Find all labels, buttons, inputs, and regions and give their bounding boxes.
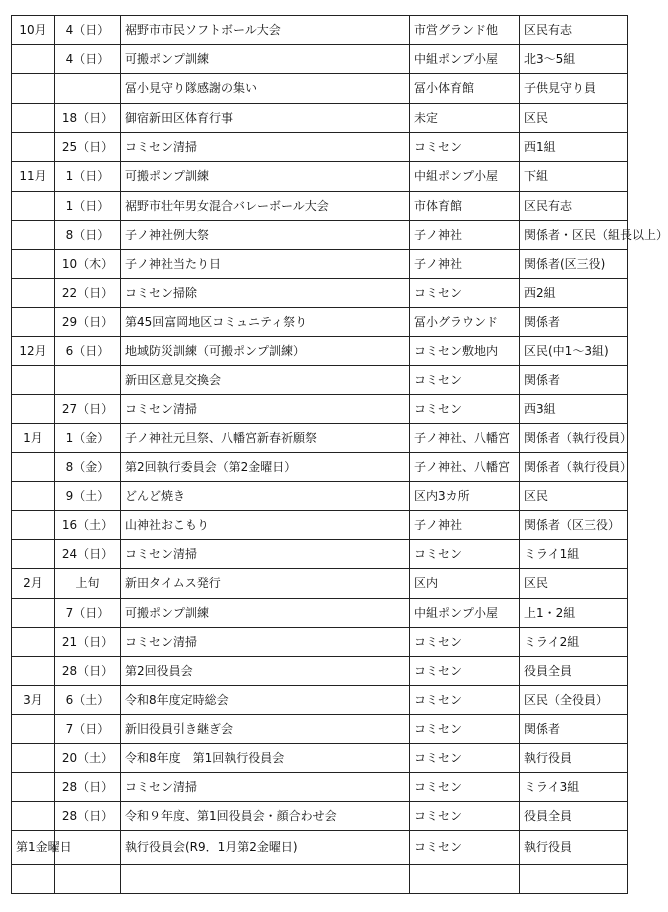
event-cell: 令和９年度、第1回役員会・顔合わせ会 (121, 802, 410, 831)
participants-cell: 区民（全役員） (520, 686, 628, 715)
table-row (12, 424, 628, 453)
place-cell: コミセン (410, 366, 520, 395)
month-cell (12, 133, 55, 162)
event-cell: 子ノ神社元旦祭、八幡宮新春祈願祭 (121, 424, 410, 453)
participants-cell: 区民有志 (520, 16, 628, 45)
event-cell: コミセン清掃 (121, 773, 410, 802)
place-cell: 子ノ神社、八幡宮 (410, 424, 520, 453)
day-cell: 8（金） (55, 453, 121, 482)
day-cell: 24（日） (55, 540, 121, 569)
table-row (12, 162, 628, 192)
place-cell: コミセン (410, 715, 520, 744)
place-cell: 冨小体育館 (410, 74, 520, 104)
month-cell (12, 773, 55, 802)
place-cell: 子ノ神社 (410, 250, 520, 279)
month-cell: 2月 (12, 569, 55, 599)
table-row (12, 657, 628, 686)
place-cell: 中組ポンプ小屋 (410, 599, 520, 628)
participants-cell: 関係者（執行役員） (520, 453, 628, 482)
day-cell: 18（日） (55, 104, 121, 133)
event-cell: 地域防災訓練（可搬ポンプ訓練） (121, 337, 410, 366)
event-cell: 可搬ポンプ訓練 (121, 45, 410, 74)
event-cell: 可搬ポンプ訓練 (121, 162, 410, 192)
event-cell: 子ノ神社例大祭 (121, 221, 410, 250)
day-cell: 25（日） (55, 133, 121, 162)
participants-cell: 区民 (520, 569, 628, 599)
participants-cell: 執行役員 (520, 831, 628, 865)
table-row (12, 221, 628, 250)
place-cell (410, 865, 520, 894)
participants-cell: ミライ1組 (520, 540, 628, 569)
participants-cell: 関係者 (520, 715, 628, 744)
month-cell (12, 250, 55, 279)
table-row (12, 16, 628, 45)
table-row (12, 744, 628, 773)
table-row (12, 686, 628, 715)
table-row (12, 250, 628, 279)
day-cell: 7（日） (55, 599, 121, 628)
event-cell: 新田タイムス発行 (121, 569, 410, 599)
participants-cell: 関係者 (520, 366, 628, 395)
month-cell: 10月 (12, 16, 55, 45)
place-cell: 区内 (410, 569, 520, 599)
table-row (12, 773, 628, 802)
event-cell: 裾野市市民ソフトボール大会 (121, 16, 410, 45)
place-cell: コミセン (410, 540, 520, 569)
month-cell (12, 453, 55, 482)
place-cell: 中組ポンプ小屋 (410, 45, 520, 74)
day-cell: 9（土） (55, 482, 121, 511)
event-cell: コミセン清掃 (121, 628, 410, 657)
schedule-table (11, 15, 668, 894)
participants-cell: 上1・2組 (520, 599, 628, 628)
day-cell: 28（日） (55, 657, 121, 686)
place-cell: コミセン (410, 744, 520, 773)
month-cell (12, 540, 55, 569)
table-row (12, 366, 628, 395)
day-cell: 1（日） (55, 162, 121, 192)
participants-cell: 区民 (520, 104, 628, 133)
day-cell: 6（土） (55, 686, 121, 715)
table-row (12, 45, 628, 74)
participants-cell: ミライ3組 (520, 773, 628, 802)
place-cell: コミセン (410, 802, 520, 831)
month-cell (12, 657, 55, 686)
table-row (12, 337, 628, 366)
participants-cell: 関係者（執行役員） (520, 424, 628, 453)
participants-cell: 区民有志 (520, 192, 628, 221)
event-cell: 冨小見守り隊感謝の集い (121, 74, 410, 104)
month-cell (12, 395, 55, 424)
month-cell (12, 715, 55, 744)
table-row (12, 104, 628, 133)
place-cell: 子ノ神社、八幡宮 (410, 453, 520, 482)
month-cell (12, 511, 55, 540)
table-row (12, 715, 628, 744)
event-cell: 第2回執行委員会（第2金曜日） (121, 453, 410, 482)
month-cell (12, 45, 55, 74)
table-row (12, 133, 628, 162)
participants-cell: 西3組 (520, 395, 628, 424)
month-cell (12, 308, 55, 337)
place-cell: 中組ポンプ小屋 (410, 162, 520, 192)
event-cell: 子ノ神社当たり日 (121, 250, 410, 279)
table-row (12, 628, 628, 657)
day-cell (55, 366, 121, 395)
participants-cell: 区民(中1～3組) (520, 337, 628, 366)
place-cell: 子ノ神社 (410, 511, 520, 540)
participants-cell: 西2組 (520, 279, 628, 308)
place-cell: 冨小グラウンド (410, 308, 520, 337)
table-row (12, 279, 628, 308)
table-row (12, 482, 628, 511)
day-cell: 27（日） (55, 395, 121, 424)
event-cell: 新田区意見交換会 (121, 366, 410, 395)
table-row (12, 74, 628, 104)
day-cell: 10（木） (55, 250, 121, 279)
event-cell: 執行役員会(R9．1月第2金曜日) (121, 831, 410, 865)
month-cell (12, 744, 55, 773)
day-cell: 29（日） (55, 308, 121, 337)
table-row (12, 831, 628, 865)
participants-cell (520, 865, 628, 894)
day-cell: 8（日） (55, 221, 121, 250)
event-cell: 可搬ポンプ訓練 (121, 599, 410, 628)
event-cell: 第45回富岡地区コミュニティ祭り (121, 308, 410, 337)
table-row (12, 599, 628, 628)
place-cell: 子ノ神社 (410, 221, 520, 250)
month-cell: 12月 (12, 337, 55, 366)
month-cell: 3月 (12, 686, 55, 715)
event-cell: コミセン清掃 (121, 540, 410, 569)
participants-cell: 北3～5組 (520, 45, 628, 74)
participants-cell: 関係者(区三役) (520, 250, 628, 279)
event-cell: 山神社おこもり (121, 511, 410, 540)
month-cell (12, 802, 55, 831)
month-cell: 11月 (12, 162, 55, 192)
month-cell (12, 482, 55, 511)
event-cell: 令和8年度定時総会 (121, 686, 410, 715)
day-cell: 7（日） (55, 715, 121, 744)
place-cell: コミセン (410, 279, 520, 308)
day-cell: 1（日） (55, 192, 121, 221)
event-cell: 裾野市壮年男女混合バレーボール大会 (121, 192, 410, 221)
table-row (12, 569, 628, 599)
event-cell: 第2回役員会 (121, 657, 410, 686)
day-cell: 16（土） (55, 511, 121, 540)
event-cell: コミセン掃除 (121, 279, 410, 308)
table-row (12, 540, 628, 569)
day-cell (55, 865, 121, 894)
month-cell (12, 192, 55, 221)
day-cell: 28（日） (55, 773, 121, 802)
event-cell: コミセン清掃 (121, 133, 410, 162)
place-cell: 市体育館 (410, 192, 520, 221)
place-cell: コミセン (410, 395, 520, 424)
table-row (12, 192, 628, 221)
participants-cell: 区民 (520, 482, 628, 511)
event-cell: 御宿新田区体育行事 (121, 104, 410, 133)
participants-cell: 役員全員 (520, 657, 628, 686)
participants-cell: 関係者（区三役） (520, 511, 628, 540)
participants-cell: 西1組 (520, 133, 628, 162)
participants-cell: 関係者・区民（組長以上） (520, 221, 628, 250)
event-cell: 令和8年度 第1回執行役員会 (121, 744, 410, 773)
month-cell (12, 599, 55, 628)
month-cell (12, 366, 55, 395)
day-cell: 21（日） (55, 628, 121, 657)
day-cell: 22（日） (55, 279, 121, 308)
table-row (12, 511, 628, 540)
day-cell: 4（日） (55, 16, 121, 45)
table-row (12, 453, 628, 482)
participants-cell: 関係者 (520, 308, 628, 337)
place-cell: コミセン (410, 657, 520, 686)
month-cell: 第1金曜日 (12, 831, 55, 865)
place-cell: コミセン (410, 831, 520, 865)
place-cell: コミセン (410, 773, 520, 802)
month-cell (12, 74, 55, 104)
month-cell (12, 221, 55, 250)
place-cell: コミセン (410, 628, 520, 657)
place-cell: コミセン (410, 133, 520, 162)
day-cell: 上旬 (55, 569, 121, 599)
place-cell: コミセン敷地内 (410, 337, 520, 366)
participants-cell: 下組 (520, 162, 628, 192)
participants-cell: ミライ2組 (520, 628, 628, 657)
table-row (12, 308, 628, 337)
place-cell: 市営グランド他 (410, 16, 520, 45)
schedule-body (12, 16, 668, 894)
event-cell: どんど焼き (121, 482, 410, 511)
table-row (12, 395, 628, 424)
month-cell: 1月 (12, 424, 55, 453)
month-cell (12, 279, 55, 308)
event-cell (121, 865, 410, 894)
participants-cell: 役員全員 (520, 802, 628, 831)
month-cell (12, 865, 55, 894)
day-cell: 4（日） (55, 45, 121, 74)
day-cell (55, 74, 121, 104)
event-cell: コミセン清掃 (121, 395, 410, 424)
table-row (12, 865, 628, 894)
place-cell: 未定 (410, 104, 520, 133)
day-cell: 20（土） (55, 744, 121, 773)
day-cell: 28（日） (55, 802, 121, 831)
participants-cell: 子供見守り員 (520, 74, 628, 104)
day-cell: 6（日） (55, 337, 121, 366)
place-cell: 区内3カ所 (410, 482, 520, 511)
month-cell (12, 104, 55, 133)
participants-cell: 執行役員 (520, 744, 628, 773)
month-cell (12, 628, 55, 657)
table-row (12, 802, 628, 831)
day-cell: 1（金） (55, 424, 121, 453)
place-cell: コミセン (410, 686, 520, 715)
event-cell: 新旧役員引き継ぎ会 (121, 715, 410, 744)
